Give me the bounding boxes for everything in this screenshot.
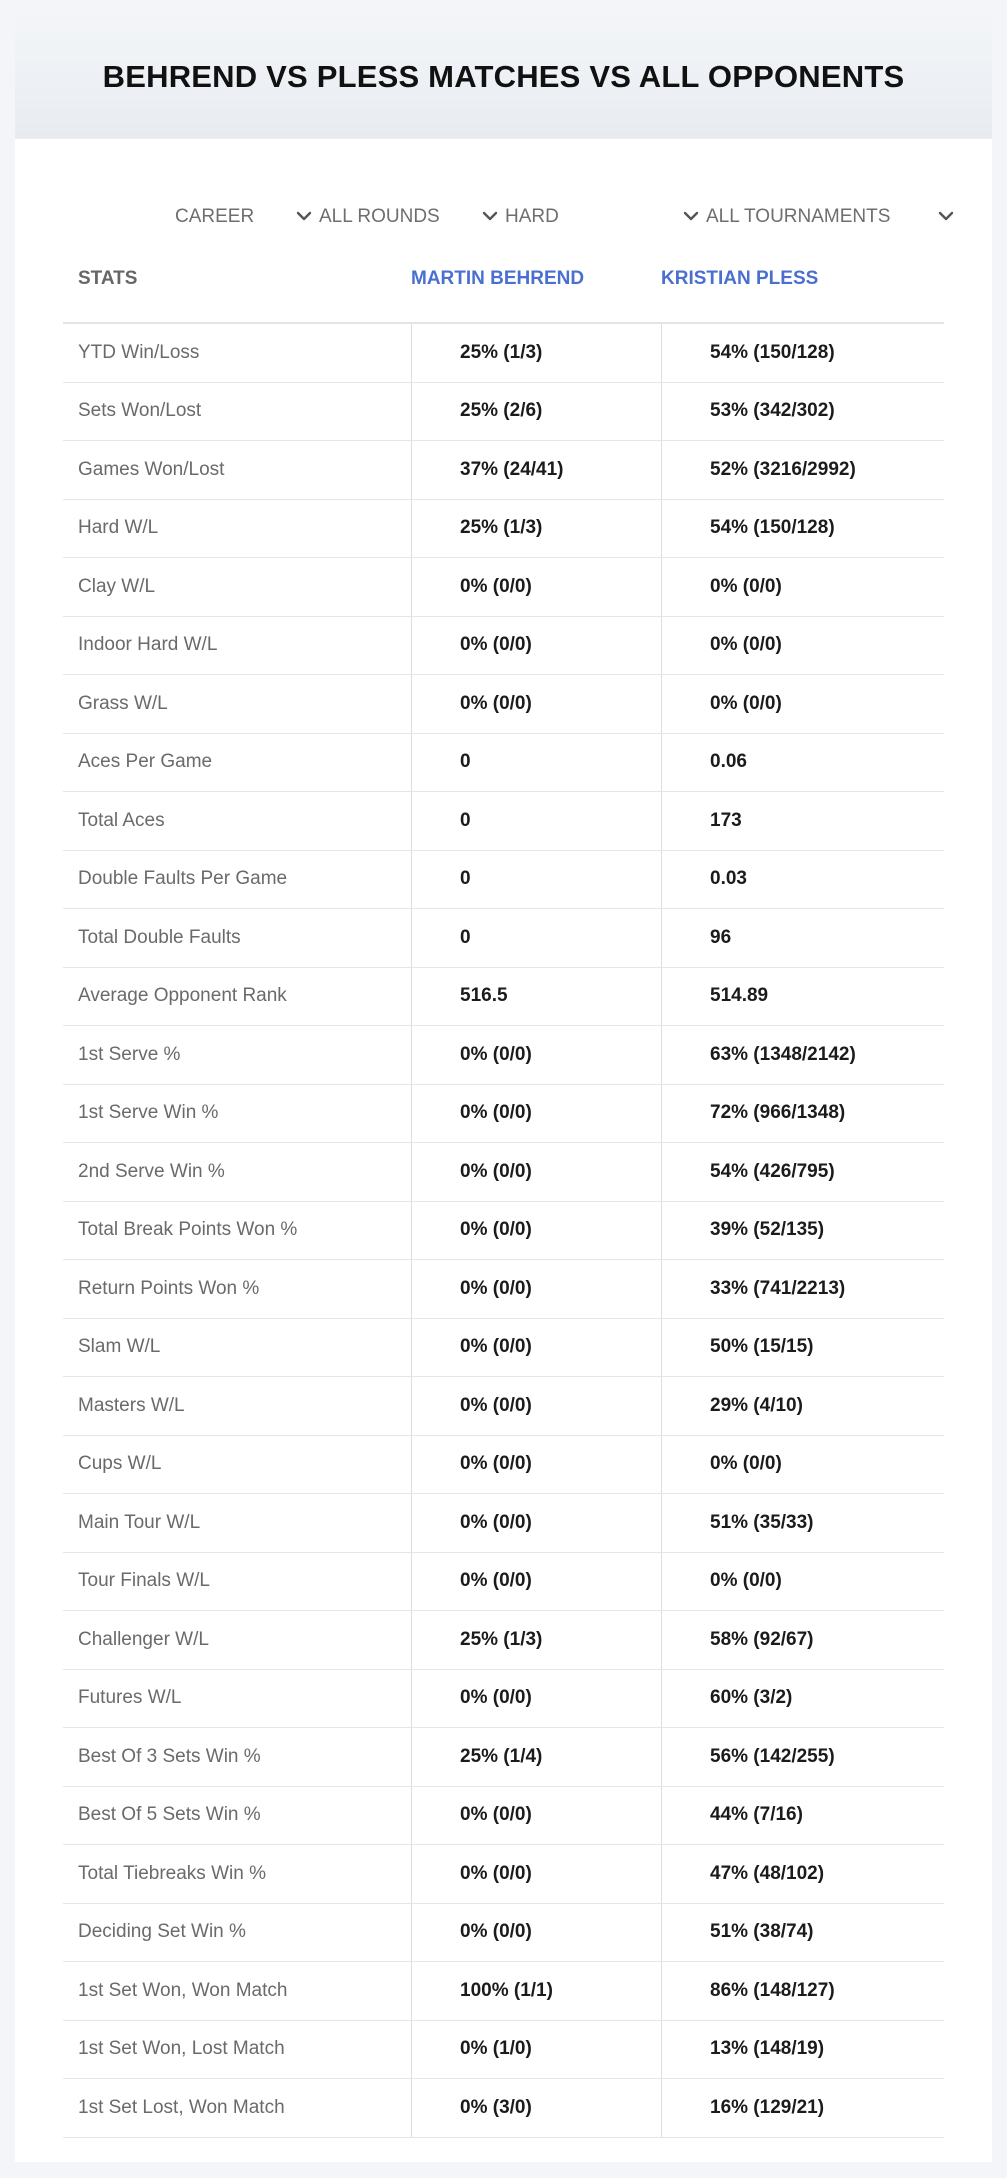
stat-label: Sets Won/Lost	[78, 400, 202, 422]
page-header	[15, 14, 992, 139]
player2-stat-value: 0.03	[661, 851, 944, 909]
player1-stat-value: 0% (0/0)	[411, 1202, 661, 1260]
stat-label: Total Tiebreaks Win %	[78, 1862, 266, 1884]
stat-label: Double Faults Per Game	[78, 868, 288, 890]
player1-stat-value: 25% (1/3)	[411, 324, 661, 382]
player2-stat-value: 0.06	[661, 734, 944, 792]
table-row	[63, 1553, 944, 1612]
stat-label: Tour Finals W/L	[78, 1570, 210, 1592]
chevron-down-icon	[680, 205, 702, 227]
player2-stat-value: 0% (0/0)	[661, 1553, 944, 1611]
rounds-filter[interactable]	[319, 192, 504, 242]
player2-stat-value: 173	[661, 792, 944, 850]
player1-stat-value: 25% (2/6)	[411, 383, 661, 441]
stat-label: Slam W/L	[78, 1336, 161, 1358]
player2-stat-value: 0% (0/0)	[661, 617, 944, 675]
page-title: BEHREND VS PLESS MATCHES VS ALL OPPONENTS	[102, 58, 905, 94]
player2-stat-value: 0% (0/0)	[661, 558, 944, 616]
player1-stat-value: 0	[411, 909, 661, 967]
table-row	[63, 558, 944, 617]
stat-label: 1st Serve Win %	[78, 1102, 219, 1124]
player1-stat-value: 0% (0/0)	[411, 1143, 661, 1201]
player2-stat-value: 0% (0/0)	[661, 675, 944, 733]
table-row	[63, 1787, 944, 1846]
player2-stat-value: 56% (142/255)	[661, 1728, 944, 1786]
player1-stat-value: 0% (0/0)	[411, 1494, 661, 1552]
stat-label: Masters W/L	[78, 1394, 185, 1416]
player2-stat-value: 58% (92/67)	[661, 1611, 944, 1669]
stats-column-header: STATS	[78, 268, 138, 289]
stat-label: Games Won/Lost	[78, 458, 225, 480]
table-row	[63, 617, 944, 676]
table-row	[63, 968, 944, 1027]
player2-stat-value: 47% (48/102)	[661, 1845, 944, 1903]
surface-filter-value: HARD	[505, 206, 559, 227]
stat-label: Total Double Faults	[78, 926, 241, 948]
table-row	[63, 441, 944, 500]
stat-label: Challenger W/L	[78, 1628, 209, 1650]
player1-stat-value: 0% (0/0)	[411, 558, 661, 616]
table-row	[63, 1962, 944, 2021]
player2-stat-value: 29% (4/10)	[661, 1377, 944, 1435]
stat-label: Total Break Points Won %	[78, 1219, 298, 1241]
stat-label: Deciding Set Win %	[78, 1921, 246, 1943]
stat-label: YTD Win/Loss	[78, 341, 200, 363]
table-row	[63, 1085, 944, 1144]
player2-stat-value: 63% (1348/2142)	[661, 1026, 944, 1084]
player1-stat-value: 0% (0/0)	[411, 1026, 661, 1084]
player1-stat-value: 0% (0/0)	[411, 1787, 661, 1845]
stat-label: Best Of 5 Sets Win %	[78, 1804, 261, 1826]
table-header	[63, 246, 944, 324]
table-row	[63, 734, 944, 793]
table-row	[63, 1202, 944, 1261]
table-row	[63, 1377, 944, 1436]
player2-stat-value: 51% (35/33)	[661, 1494, 944, 1552]
player1-stat-value: 37% (24/41)	[411, 441, 661, 499]
player2-column-header[interactable]: KRISTIAN PLESS	[661, 268, 819, 289]
stat-label: Hard W/L	[78, 517, 159, 539]
table-row	[63, 851, 944, 910]
player1-stat-value: 0% (0/0)	[411, 1319, 661, 1377]
table-row	[63, 324, 944, 383]
player2-stat-value: 54% (150/128)	[661, 324, 944, 382]
player2-stat-value: 0% (0/0)	[661, 1436, 944, 1494]
player1-column-header[interactable]: MARTIN BEHREND	[411, 268, 585, 289]
stat-label: Average Opponent Rank	[78, 985, 287, 1007]
table-row	[63, 383, 944, 442]
player2-stat-value: 54% (426/795)	[661, 1143, 944, 1201]
player2-stat-value: 86% (148/127)	[661, 1962, 944, 2020]
player1-stat-value: 0% (0/0)	[411, 675, 661, 733]
table-row	[63, 1494, 944, 1553]
tournaments-filter[interactable]	[706, 192, 966, 242]
player1-stat-value: 0% (0/0)	[411, 1377, 661, 1435]
player1-stat-value: 0% (0/0)	[411, 1845, 661, 1903]
stat-label: Total Aces	[78, 809, 165, 831]
stat-label: 1st Set Won, Won Match	[78, 1979, 288, 2001]
table-row	[63, 2021, 944, 2080]
player1-stat-value: 0	[411, 792, 661, 850]
player1-stat-value: 0% (0/0)	[411, 1436, 661, 1494]
player1-stat-value: 0% (0/0)	[411, 1670, 661, 1728]
player2-stat-value: 39% (52/135)	[661, 1202, 944, 1260]
player1-stat-value: 25% (1/3)	[411, 500, 661, 558]
stat-label: 1st Serve %	[78, 1043, 181, 1065]
table-row	[63, 1845, 944, 1904]
chevron-down-icon	[293, 205, 315, 227]
period-filter-value: CAREER	[175, 206, 255, 227]
table-row	[63, 792, 944, 851]
table-row	[63, 1026, 944, 1085]
player1-stat-value: 25% (1/3)	[411, 1611, 661, 1669]
stats-card	[15, 14, 992, 2162]
table-row	[63, 1670, 944, 1729]
player2-stat-value: 50% (15/15)	[661, 1319, 944, 1377]
player1-stat-value: 0% (0/0)	[411, 1553, 661, 1611]
player2-stat-value: 52% (3216/2992)	[661, 441, 944, 499]
table-row	[63, 675, 944, 734]
player1-stat-value: 25% (1/4)	[411, 1728, 661, 1786]
player2-stat-value: 60% (3/2)	[661, 1670, 944, 1728]
chevron-down-icon	[479, 205, 501, 227]
player2-stat-value: 54% (150/128)	[661, 500, 944, 558]
player1-stat-value: 0% (0/0)	[411, 1904, 661, 1962]
stat-label: Grass W/L	[78, 692, 168, 714]
stat-label: Aces Per Game	[78, 751, 213, 773]
stat-label: Return Points Won %	[78, 1277, 260, 1299]
stat-label: Cups W/L	[78, 1453, 162, 1475]
player2-stat-value: 44% (7/16)	[661, 1787, 944, 1845]
stat-label: Futures W/L	[78, 1687, 182, 1709]
table-body	[63, 324, 944, 2138]
player1-stat-value: 0	[411, 734, 661, 792]
player2-stat-value: 514.89	[661, 968, 944, 1026]
table-row	[63, 2079, 944, 2138]
player2-stat-value: 53% (342/302)	[661, 383, 944, 441]
table-row	[63, 1436, 944, 1495]
player1-stat-value: 0% (1/0)	[411, 2021, 661, 2079]
table-row	[63, 909, 944, 968]
table-row	[63, 1728, 944, 1787]
filter-bar	[15, 192, 992, 242]
player1-stat-value: 0% (3/0)	[411, 2079, 661, 2137]
stat-label: Main Tour W/L	[78, 1511, 201, 1533]
table-row	[63, 500, 944, 559]
stat-label: 1st Set Lost, Won Match	[78, 2096, 285, 2118]
table-row	[63, 1143, 944, 1202]
player2-stat-value: 13% (148/19)	[661, 2021, 944, 2079]
stat-label: 1st Set Won, Lost Match	[78, 2038, 285, 2060]
table-row	[63, 1319, 944, 1378]
player2-stat-value: 16% (129/21)	[661, 2079, 944, 2137]
player1-stat-value: 0% (0/0)	[411, 1085, 661, 1143]
stats-table	[63, 246, 944, 2138]
player1-stat-value: 0% (0/0)	[411, 617, 661, 675]
player2-stat-value: 33% (741/2213)	[661, 1260, 944, 1318]
table-row	[63, 1260, 944, 1319]
player2-stat-value: 96	[661, 909, 944, 967]
table-row	[63, 1904, 944, 1963]
surface-filter[interactable]	[505, 192, 705, 242]
period-filter[interactable]	[175, 192, 315, 242]
rounds-filter-value: ALL ROUNDS	[319, 206, 440, 227]
player1-stat-value: 0	[411, 851, 661, 909]
table-row	[63, 1611, 944, 1670]
player1-stat-value: 0% (0/0)	[411, 1260, 661, 1318]
tournaments-filter-value: ALL TOURNAMENTS	[706, 206, 891, 227]
player1-stat-value: 516.5	[411, 968, 661, 1026]
player2-stat-value: 51% (38/74)	[661, 1904, 944, 1962]
stat-label: 2nd Serve Win %	[78, 1160, 225, 1182]
stat-label: Indoor Hard W/L	[78, 634, 218, 656]
stat-label: Best Of 3 Sets Win %	[78, 1745, 261, 1767]
player1-stat-value: 100% (1/1)	[411, 1962, 661, 2020]
player2-stat-value: 72% (966/1348)	[661, 1085, 944, 1143]
chevron-down-icon	[935, 205, 957, 227]
stat-label: Clay W/L	[78, 575, 156, 597]
